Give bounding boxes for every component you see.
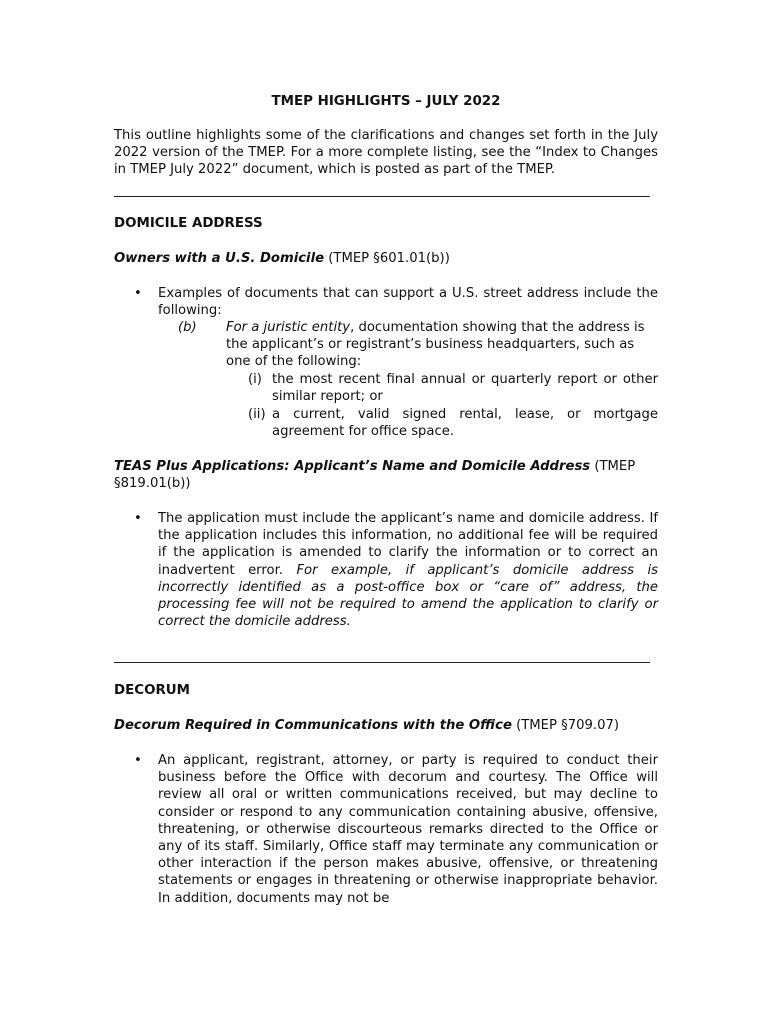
list-item-text: Examples of documents that can support a U.S. street address include the following: <box>158 286 658 319</box>
list-item <box>134 752 658 907</box>
list-item-text: The application must include the applicant’s name and domicile address. If the application includes this information, no additional fee will be required if the application is amended to clarify the information or to correct an inadvertent error. For example, if applicant’s domicile address is incorrectly identified as a post-office box or “care of” address, the processing fee will not be required to amend the application to clarify or correct the domicile address. <box>158 511 658 630</box>
section-heading-decorum: DECORUM <box>114 683 190 698</box>
sub-list-item <box>178 319 658 371</box>
bullet-icon: • <box>134 511 142 526</box>
bullet-icon: • <box>134 286 142 301</box>
subsection-ref: (TMEP §709.07) <box>511 718 620 733</box>
section-heading-domicile: DOMICILE ADDRESS <box>114 216 263 231</box>
list-item <box>134 285 658 319</box>
sub-sub-list-item <box>248 406 658 440</box>
sub-sub-list-item <box>248 371 658 405</box>
subsection-title: Decorum Required in Communications with the Office <box>114 718 512 733</box>
sub-item-text: For a juristic entity, documentation showing that the address is the applicant’s or registrant’s business headquarters, such as one of the following: <box>226 320 645 370</box>
section-divider <box>114 196 650 197</box>
sub-sub-item-label: (ii) <box>248 407 266 422</box>
list-item <box>134 510 658 630</box>
section-divider <box>114 662 650 663</box>
page-title: TMEP HIGHLIGHTS – JULY 2022 <box>271 94 501 109</box>
subsection-heading-teas-plus <box>114 458 658 492</box>
subsection-heading-decorum <box>114 717 658 734</box>
subsection-title: TEAS Plus Applications: Applicant’s Name and Domicile Address <box>114 459 591 474</box>
subsection-ref: (TMEP §819.01(b)) <box>114 459 636 492</box>
intro-paragraph: This outline highlights some of the clarifications and changes set forth in the July 2022 version of the TMEP. For a more complete listing, see the “Index to Changes in TMEP July 2022” document, which is posted as part of the TMEP. <box>114 128 658 178</box>
subsection-heading-us-domicile <box>114 250 658 267</box>
subsection-title: Owners with a U.S. Domicile <box>114 251 325 266</box>
bullet-icon: • <box>134 753 142 768</box>
list-item-text: An applicant, registrant, attorney, or party is required to conduct their business before the Office with decorum and courtesy. The Office will review all oral or written communications received, but may decline to consider or respond to any communication containing abusive, offensive, threatening, or otherwise discourteous remarks directed to the Office or any of its staff. Similarly, Office staff may terminate any communication or other interaction if the person makes abusive, offensive, or threatening statements or engages in threatening or otherwise inappropriate behavior. In addition, documents may not be <box>158 753 658 906</box>
sub-item-label: (b) <box>178 320 197 335</box>
sub-sub-item-text: a current, valid signed rental, lease, or mortgage agreement for office space. <box>272 407 658 440</box>
sub-sub-item-label: (i) <box>248 372 262 387</box>
sub-sub-item-text: the most recent final annual or quarterly report or other similar report; or <box>272 372 658 405</box>
subsection-ref: (TMEP §601.01(b)) <box>324 251 450 266</box>
